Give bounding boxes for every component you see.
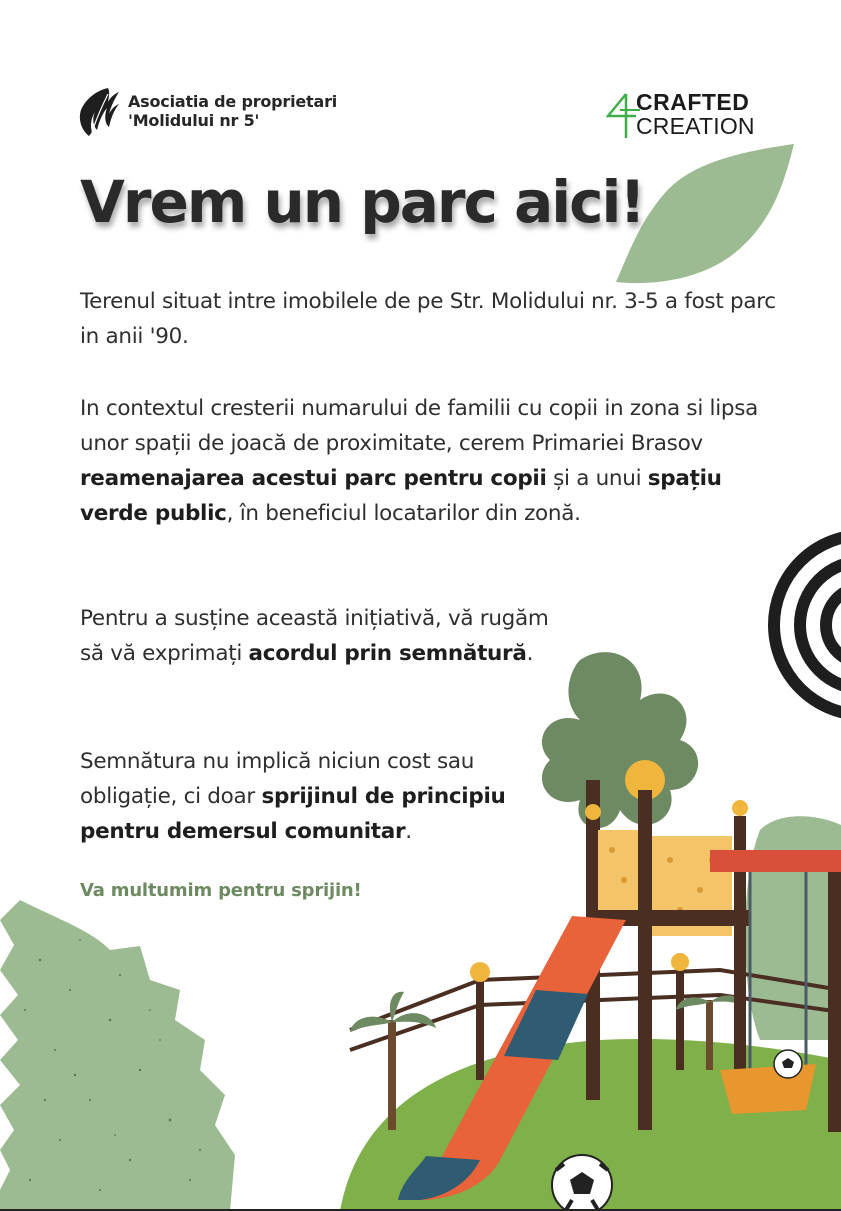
palm-leaf-logo-icon — [78, 86, 120, 138]
text-run: . — [405, 819, 412, 844]
foliage-shape — [542, 652, 698, 828]
emphasis-text: sprijinul de principiu pentru demersul comunitar — [80, 784, 506, 844]
text-run: și a unui — [546, 466, 648, 491]
text-run: , în beneficiul locatarilor din zonă. — [226, 501, 581, 526]
text-run: Pentru a susține această inițiativă, vă rugăm să vă exprimați — [80, 606, 549, 666]
paragraph-intro: Terenul situat intre imobilele de pe Str. Molidului nr. 3-5 a fost parc in anii '90. — [80, 289, 776, 349]
playground-illustration — [340, 640, 841, 1211]
crafted-creation-logo — [606, 90, 766, 140]
page-title: Vrem un parc aici! — [80, 168, 644, 236]
text-run: Semnătura nu implică niciun cost sau obligație, ci doar — [80, 749, 475, 809]
paragraph-request — [80, 391, 792, 531]
text-run: . — [526, 641, 534, 666]
association-name-line2: 'Molidului nr 5' — [128, 111, 260, 130]
association-name-line1: Asociatia de proprietari — [128, 92, 338, 111]
soccer-ball-large — [552, 1155, 612, 1211]
emphasis-text: reamenajarea acestui parc pentru copii — [80, 466, 547, 491]
wordmark-line1: CRAFTED — [636, 89, 750, 115]
emphasis-text: acordul prin semnătură — [248, 641, 527, 666]
thanks-text: Va multumim pentru sprijin! — [80, 880, 362, 901]
association-name — [128, 92, 337, 130]
soccer-ball-small — [774, 1050, 802, 1078]
emphasis-text: spațiu verde public — [80, 466, 722, 526]
crafted-creation-wordmark — [636, 90, 755, 138]
speckled-leaf-icon — [0, 900, 240, 1211]
wordmark-line2: CREATION — [636, 113, 755, 139]
crafted-creation-mark-icon — [606, 92, 640, 138]
text-run: In contextul cresterii numarului de familii cu copii in zona si lipsa unor spații de joacă de proximitate, cerem Primariei Brasov — [80, 396, 759, 456]
